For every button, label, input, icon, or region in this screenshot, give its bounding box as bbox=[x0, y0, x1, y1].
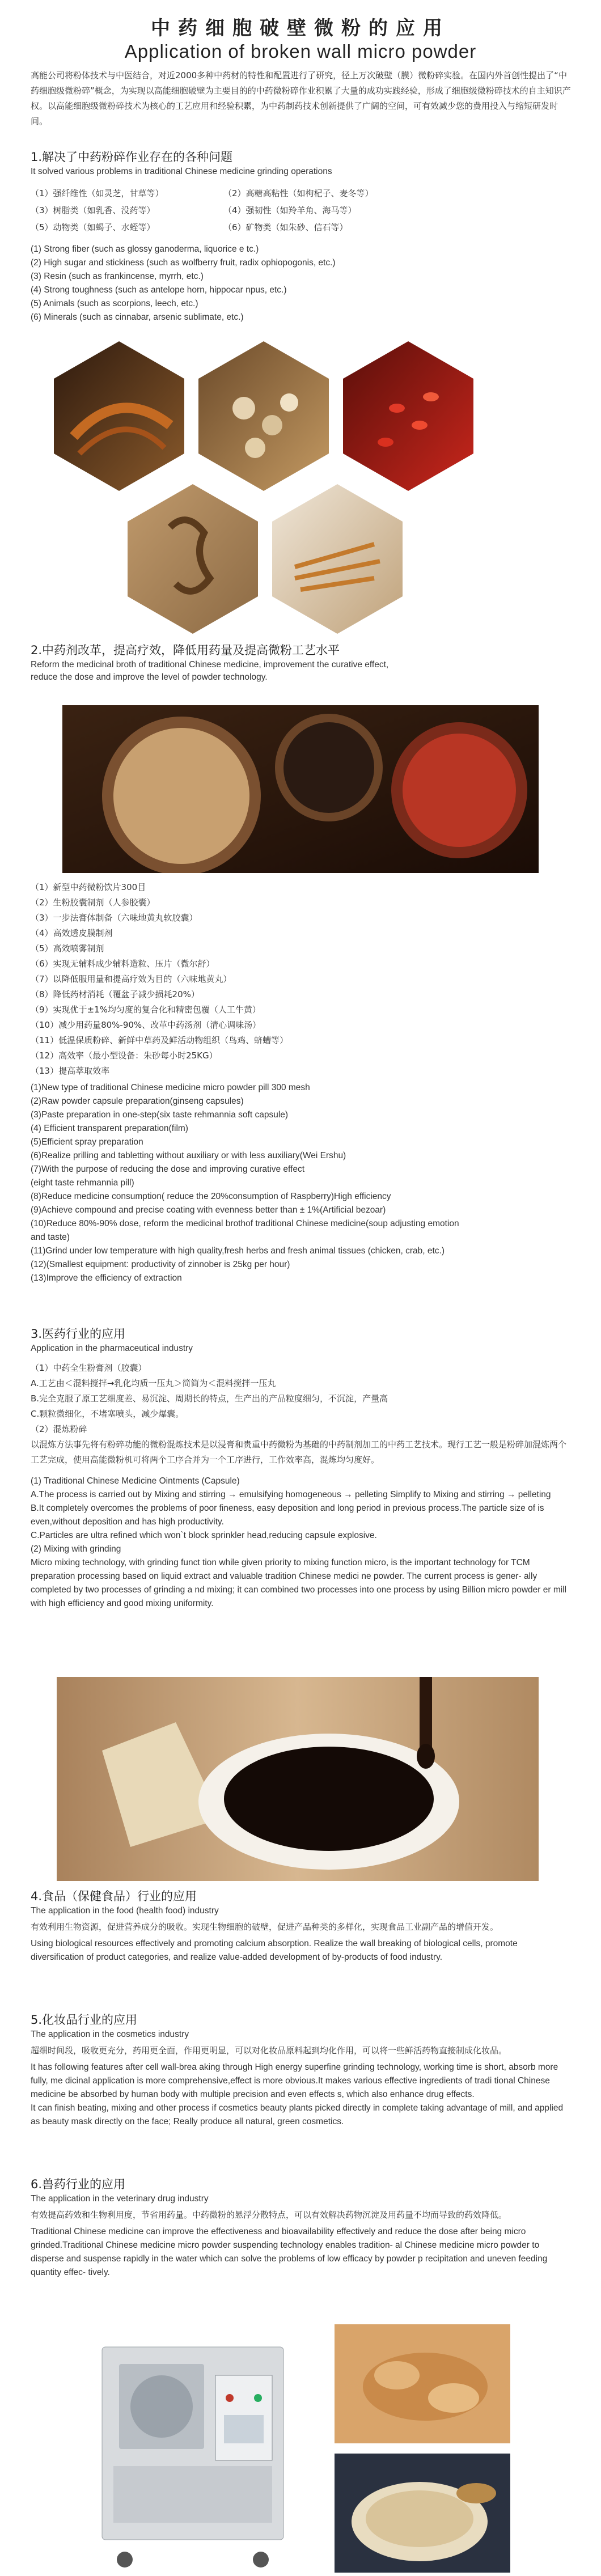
list-item: （5）高效喷雾制剂 bbox=[31, 943, 104, 954]
section-3-cn bbox=[31, 1361, 572, 1468]
paragraph: Micro mixing technology, with grinding funct tion while given priority to mixing function micro, is the important technology for TCM preparation processing based on liquid extract and valuable tradition Chinese medici ne powder. The current process is gener- ally completed by two processes of grinding a nd mixing; it can combined two processes into one process by using Billion micro powder er mill with high efficiency and good mixing uniformity. bbox=[31, 1558, 567, 1608]
section-5-en-2: It can finish beating, mixing and other process if cosmetics beauty plants picked directly in complete taking advantage of mill, and applied as beauty mask directly on the face; Really produce all natural, green cosmetics. bbox=[31, 2103, 564, 2126]
list-item: （6）矿物类（如朱砂、信石等） bbox=[223, 222, 348, 232]
page-title: 中药细胞破壁微粉的应用 bbox=[151, 17, 450, 40]
paragraph: 以混炼方法事先将有粉碎功能的微粉混炼技术是以浸膏和贵重中药微粉为基础的中药制剂加工的中药工艺技术。现行工艺一般是粉碎加混炼两个工艺完成，使用高能微粉机可将两个工序合并为一个工序进行，工作效率高，混炼均匀度好。 bbox=[31, 1439, 567, 1465]
hexagon-wolfberry-image bbox=[343, 341, 473, 491]
list-item: （2）生粉胶囊制剂（人参胶囊） bbox=[31, 897, 155, 908]
list-item: (11)Grind under low temperature with high quality,fresh herbs and fresh animal tissues (chicken, crab, etc.) bbox=[31, 1246, 445, 1256]
list-item: （9）实现优于±1%均匀度的复合化和精密包覆（人工牛黄） bbox=[31, 1005, 261, 1015]
list-item: （10）减少用药量80%-90%、改革中药汤剂（清心调味汤） bbox=[31, 1020, 261, 1030]
paragraph: A.工艺由＜混料搅拌→乳化均质一压丸＞简简为＜混料搅拌一压丸 bbox=[31, 1378, 276, 1388]
hexagon-cordyceps-image bbox=[272, 484, 403, 634]
section-1-en-list bbox=[31, 243, 572, 324]
list-item: （6）实现无辅料成少辅料造粒、压片（微尔舒） bbox=[31, 959, 215, 969]
paragraph: (2) Mixing with grinding bbox=[31, 1544, 121, 1554]
section-2-heading-en-1: Reform the medicinal broth of traditional Chinese medicine, improvement the curative effect, bbox=[31, 660, 389, 670]
list-item: （3）树脂类（如乳香、没药等） bbox=[31, 205, 155, 215]
section-6-en: Traditional Chinese medicine can improve the effectiveness and bioavailability effectively and reduce the dose after being micro grinded.Traditional Chinese medicine micro powder suspending technology enables tradition- al Chinese medicine micro powder to disperse and suspense rapidly in the water which can solve the problems of low efficacy by powder p recipitation and uneven feeding quantity effec- tively. bbox=[31, 2227, 548, 2277]
page-subtitle: Application of broken wall micro powder bbox=[124, 41, 477, 62]
section-5-heading-en: The application in the cosmetics industry bbox=[31, 2030, 189, 2039]
section-4-heading-en: The application in the food (health food) industry bbox=[31, 1906, 219, 1916]
section-2 bbox=[31, 642, 572, 684]
section-1-heading-en: It solved various problems in traditional Chinese medicine grinding operations bbox=[31, 167, 332, 176]
herbs-bowls-photo bbox=[62, 705, 539, 873]
list-item: （2）高糖高粘性（如枸杞子、麦冬等） bbox=[223, 188, 374, 198]
list-item: (6)Realize prilling and tabletting without auxiliary or with less auxiliary(Wei Ershu) bbox=[31, 1151, 346, 1160]
section-1-cn-list bbox=[31, 186, 572, 235]
list-item: （3）一步法膏体制备（六味地黄丸软胶囊） bbox=[31, 913, 198, 923]
list-item: （12）高效率（最小型设备：朱砂每小时25KG） bbox=[31, 1050, 218, 1061]
section-2-en-list bbox=[31, 1081, 572, 1285]
section-4-cn: 有效利用生物资源，促进营养成分的吸收。实现生物细胞的破壁，促进产品种类的多样化，实现食品工业副产品的增值开发。 bbox=[31, 1922, 499, 1932]
ginger-root-photo bbox=[335, 2324, 510, 2443]
section-6-heading: 6.兽药行业的应用 bbox=[31, 2177, 126, 2191]
list-item: (4) Efficient transparent preparation(film) bbox=[31, 1124, 188, 1133]
section-5-heading: 5.化妆品行业的应用 bbox=[31, 2013, 138, 2027]
ointment-paste-photo bbox=[57, 1677, 539, 1881]
section-3-heading-en: Application in the pharmaceutical industry bbox=[31, 1344, 193, 1353]
list-item: (12)(Smallest equipment: productivity of zinnober is 25kg per hour) bbox=[31, 1260, 290, 1269]
list-item: (1)New type of traditional Chinese medicine micro powder pill 300 mesh bbox=[31, 1083, 310, 1092]
list-item: (9)Achieve compound and precise coating with evenness better than ± 1%(Artificial bezoar) bbox=[31, 1205, 386, 1215]
list-item: (3) Resin (such as frankincense, myrrh, etc.) bbox=[31, 272, 204, 281]
section-4-heading: 4.食品（保健食品）行业的应用 bbox=[31, 1889, 197, 1903]
list-item: （1）新型中药微粉饮片300目 bbox=[31, 882, 146, 892]
list-item: （13）提高萃取效率 bbox=[31, 1066, 110, 1076]
list-item: (7)With the purpose of reducing the dose and improving curative effect bbox=[31, 1164, 305, 1174]
section-3 bbox=[31, 1325, 572, 1611]
section-2-lists bbox=[31, 880, 572, 1285]
list-item: (2)Raw powder capsule preparation(ginseng capsules) bbox=[31, 1096, 244, 1106]
list-item: （1）强纤维性（如灵芝，甘草等） bbox=[31, 188, 164, 198]
paragraph: （2）混炼粉碎 bbox=[31, 1424, 87, 1434]
section-2-heading-en-2: reduce the dose and improve the level of powder technology. bbox=[31, 672, 268, 682]
section-2-heading: 2.中药剂改革，提高疗效，降低用药量及提高微粉工艺水平 bbox=[31, 643, 340, 657]
paragraph: A.The process is carried out by Mixing and stirring → emulsifying homogeneous → pelleting Simplify to Mixing and stirring → pelleting bbox=[31, 1490, 551, 1499]
list-item: (2) High sugar and stickiness (such as wolfberry fruit, radix ophiopogonis, etc.) bbox=[31, 258, 336, 268]
paragraph: (1) Traditional Chinese Medicine Ointments (Capsule) bbox=[31, 1476, 240, 1486]
list-item: （7）以降低服用量和提高疗效为目的（六味地黄丸） bbox=[31, 974, 232, 984]
section-1-heading: 1.解决了中药粉碎作业存在的各种问题 bbox=[31, 150, 233, 164]
list-item: (5)Efficient spray preparation bbox=[31, 1137, 143, 1147]
paragraph: B.It completely overcomes the problems of poor fineness, easy deposition and long period in previous process.The particle size of is even,without deposition and has high productivity. bbox=[31, 1503, 544, 1527]
list-item: (8)Reduce medicine consumption( reduce the 20%consumption of Raspberry)High efficiency bbox=[31, 1192, 391, 1201]
list-item: （8）降低药材消耗（覆盆子减少损耗20%） bbox=[31, 989, 200, 999]
section-2-cn-list bbox=[31, 880, 572, 1079]
grinding-machine-photo bbox=[79, 2324, 306, 2574]
hexagon-ganoderma-image bbox=[54, 341, 184, 491]
section-5 bbox=[31, 2011, 572, 2129]
section-4-en: Using biological resources effectively and promoting calcium absorption. Realize the wall breaking of biological cells, promote diversification of product categories, and realize value-added development of by-products of food industry. bbox=[31, 1939, 518, 1962]
section-5-cn: 超细时间段，吸收更充分，药用更全面，作用更明显，可以对化妆品原料起到均化作用，可以将一些鲜活药物直接制成化妆品。 bbox=[31, 2045, 507, 2056]
section-6-heading-en: The application in the veterinary drug industry bbox=[31, 2194, 209, 2204]
list-item: (1) Strong fiber (such as glossy ganoderma, liquorice e tc.) bbox=[31, 244, 259, 254]
herb-hexagon-collage bbox=[0, 340, 601, 635]
hexagon-seahorse-image bbox=[128, 484, 258, 634]
section-3-en bbox=[31, 1475, 572, 1611]
powder-bowl-photo bbox=[335, 2454, 510, 2573]
list-item: (3)Paste preparation in one-step(six taste rehmannia soft capsule) bbox=[31, 1110, 289, 1120]
section-5-en-1: It has following features after cell wall-brea aking through High energy superfine grinding technology, working time is short, absorb more fully, me dicinal application is more comprehensive,effect is more obvious.It makes various effective ingredients of tradi tional Chinese medicine be absorbed by human body with multiple precision and even effects s, which also enhance drug effects. bbox=[31, 2062, 558, 2099]
section-6 bbox=[31, 2176, 572, 2280]
list-item: (13)Improve the efficiency of extraction bbox=[31, 1273, 182, 1283]
list-item: (6) Minerals (such as cinnabar, arsenic sublimate, etc.) bbox=[31, 312, 244, 322]
list-item: (10)Reduce 80%-90% dose, reform the medicinal brothof traditional Chinese medicine(soup adjusting emotion bbox=[31, 1219, 459, 1228]
list-item: (5) Animals (such as scorpions, leech, etc.) bbox=[31, 299, 198, 308]
hexagon-nuts-image bbox=[198, 341, 329, 491]
list-item: （5）动物类（如蝎子、水蛭等） bbox=[31, 222, 155, 232]
section-4 bbox=[31, 1888, 572, 1964]
paragraph: （1）中药全生粉膏剂（胶囊） bbox=[31, 1363, 147, 1373]
list-item: and taste) bbox=[31, 1232, 70, 1242]
list-item: （4）强韧性（如羚羊角、海马等） bbox=[223, 205, 357, 215]
list-item: (4) Strong toughness (such as antelope horn, hippocar npus, etc.) bbox=[31, 285, 287, 295]
list-item: (eight taste rehmannia pill) bbox=[31, 1178, 134, 1188]
paragraph: C.Particles are ultra refined which won`t block sprinkler head,reducing capsule explosive. bbox=[31, 1531, 377, 1540]
paragraph: C.颗粒微细化，不堵塞喷头，减少爆囊。 bbox=[31, 1409, 184, 1419]
paragraph: B.完全克服了原工艺细度差、易沉淀、周期长的特点，生产出的产品粒度细匀，不沉淀，产量高 bbox=[31, 1393, 388, 1404]
intro-section bbox=[31, 68, 572, 129]
intro-text: 高能公司将粉体技术与中医结合，对近2000多种中药材的特性和配置进行了研究，径上万次破壁（膜）微粉碎实验。在国内外首创性提出了“中药细胞级微粉碎”概念，为实现以高能细胞破壁为主要目的的中药微粉碎作业积累了大量的成功实践经验，形成了细胞级微粉碎技术的自主知识产权。以高能细胞级微粉碎技术为核心的工艺应用和经验积累，为中药制药技术创新提供了广阔的空间，可有效减少您的费用投入与缩短研发时间。 bbox=[31, 70, 571, 126]
section-3-heading: 3.医药行业的应用 bbox=[31, 1327, 126, 1341]
list-item: （4）高效透皮膜制剂 bbox=[31, 928, 113, 938]
list-item: （11）低温保质粉碎、新鲜中草药及鲜活动物组织（鸟鸡、蛴螬等） bbox=[31, 1035, 289, 1045]
section-6-cn: 有效提高药效和生物利用度，节省用药量。中药微粉的悬浮分散特点，可以有效解决药物沉淀及用药量不均而导致的药效降低。 bbox=[31, 2210, 507, 2220]
section-1 bbox=[31, 149, 572, 324]
